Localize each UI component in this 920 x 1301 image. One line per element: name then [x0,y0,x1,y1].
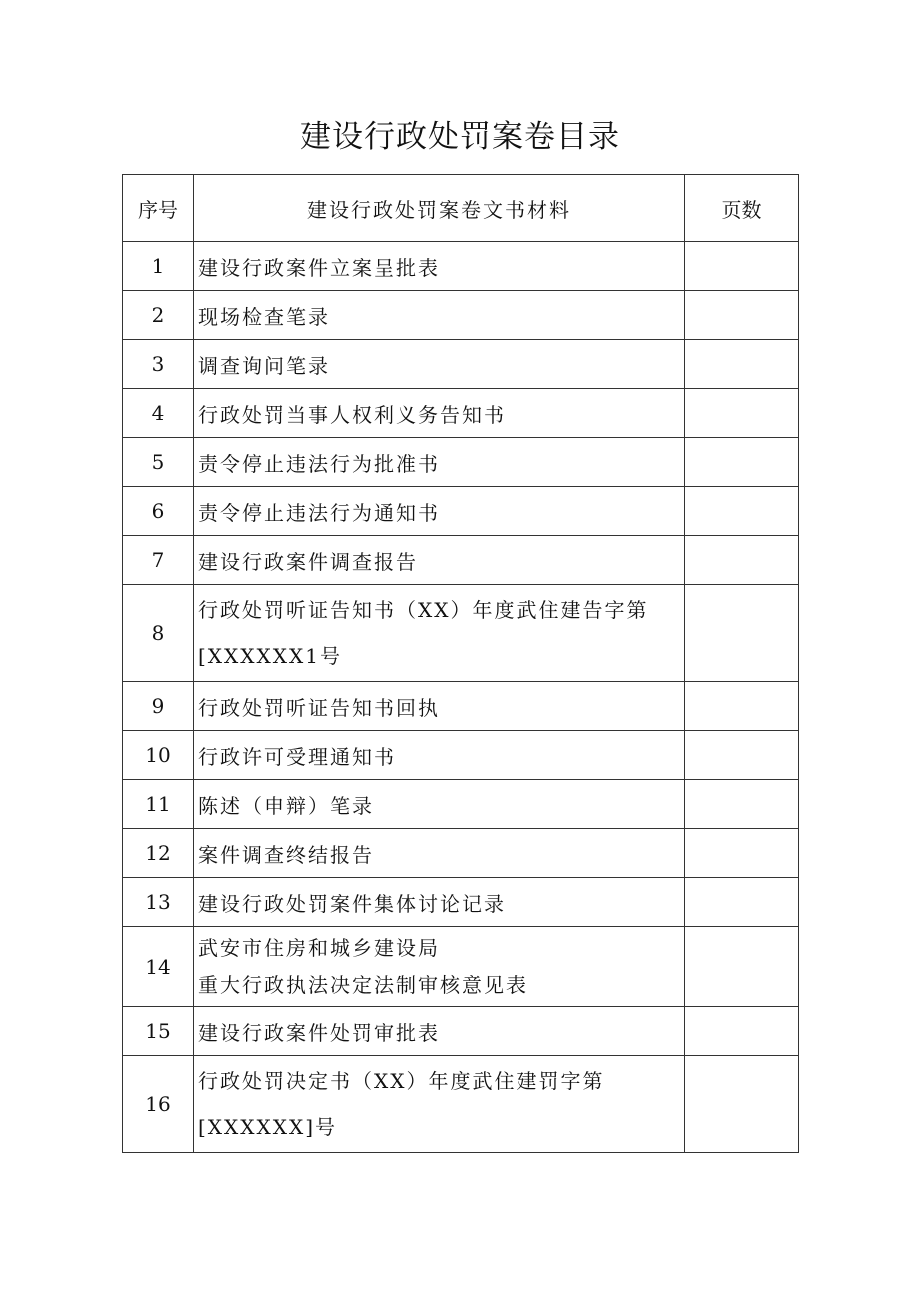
table-row [123,1007,799,1056]
document-name [194,340,685,389]
row-number: 3 [123,340,194,389]
table-row [123,682,799,731]
row-number: 16 [123,1056,194,1153]
row-number: 15 [123,1007,194,1056]
row-number: 2 [123,291,194,340]
table-row [123,1056,799,1153]
row-number: 11 [123,780,194,829]
document-name [194,438,685,487]
document-name-line: 行政处罚当事人权利义务告知书 [198,402,506,427]
table-row [123,731,799,780]
document-name-line: 责令停止违法行为通知书 [198,500,440,525]
row-number: 6 [123,487,194,536]
page-count-cell[interactable] [685,878,799,927]
document-name [194,878,685,927]
page-count-cell[interactable] [685,389,799,438]
document-name-line: [XXXXXX1号 [198,644,342,668]
table-row [123,242,799,291]
document-name-line: [XXXXXX]号 [198,1115,338,1139]
table-row [123,585,799,682]
table-row [123,438,799,487]
table-row [123,340,799,389]
page-count-cell[interactable] [685,731,799,780]
document-name-line: 武安市住房和城乡建设局 [198,935,440,960]
document-name-line: 建设行政案件立案呈批表 [198,255,440,280]
column-header-pages: 页数 [685,175,799,242]
table-header-row [123,175,799,242]
row-number: 4 [123,389,194,438]
table-row [123,878,799,927]
page-count-cell[interactable] [685,1007,799,1056]
document-name-line: 建设行政案件调查报告 [198,549,418,574]
page-count-cell[interactable] [685,682,799,731]
page-count-cell[interactable] [685,487,799,536]
document-name-line: 陈述（申辩）笔录 [198,793,374,818]
row-number: 12 [123,829,194,878]
document-name [194,829,685,878]
page-count-cell[interactable] [685,585,799,682]
document-name-line: 建设行政案件处罚审批表 [198,1020,440,1045]
page-count-cell[interactable] [685,242,799,291]
document-name-line: 建设行政处罚案件集体讨论记录 [198,891,506,916]
page-count-cell[interactable] [685,291,799,340]
document-name [194,536,685,585]
document-name-line: 现场检查笔录 [198,304,330,329]
document-name [194,487,685,536]
document-name [194,780,685,829]
row-number: 7 [123,536,194,585]
case-file-catalog-table [122,174,799,1153]
table-row [123,389,799,438]
document-name [194,731,685,780]
document-name [194,242,685,291]
table-row [123,780,799,829]
page-count-cell[interactable] [685,340,799,389]
column-header-document: 建设行政处罚案卷文书材料 [194,175,685,242]
row-number: 8 [123,585,194,682]
page-count-cell[interactable] [685,1056,799,1153]
document-name-line: 行政许可受理通知书 [198,744,396,769]
document-name-line: 行政处罚决定书（XX）年度武住建罚字第 [198,1069,605,1093]
row-number: 10 [123,731,194,780]
document-name-line: 重大行政执法决定法制审核意见表 [198,972,528,997]
page-count-cell[interactable] [685,438,799,487]
document-name [194,1007,685,1056]
table-row [123,291,799,340]
document-name [194,1056,685,1153]
document-name [194,585,685,682]
row-number: 9 [123,682,194,731]
document-name [194,291,685,340]
row-number: 14 [123,927,194,1007]
document-name-line: 行政处罚听证告知书回执 [198,695,440,720]
table-row [123,536,799,585]
document-name [194,927,685,1007]
document-name-line: 调查询问笔录 [198,353,330,378]
row-number: 1 [123,242,194,291]
page-count-cell[interactable] [685,536,799,585]
table-row [123,487,799,536]
row-number: 13 [123,878,194,927]
document-name-line: 责令停止违法行为批准书 [198,451,440,476]
document-name-line: 行政处罚听证告知书（XX）年度武住建告字第 [198,598,649,622]
page-count-cell[interactable] [685,780,799,829]
page-count-cell[interactable] [685,829,799,878]
document-name-line: 案件调查终结报告 [198,842,374,867]
document-title: 建设行政处罚案卷目录 [300,119,620,155]
document-name [194,389,685,438]
table-row [123,927,799,1007]
document-name [194,682,685,731]
page-count-cell[interactable] [685,927,799,1007]
row-number: 5 [123,438,194,487]
table-row [123,829,799,878]
column-header-number: 序号 [123,175,194,242]
